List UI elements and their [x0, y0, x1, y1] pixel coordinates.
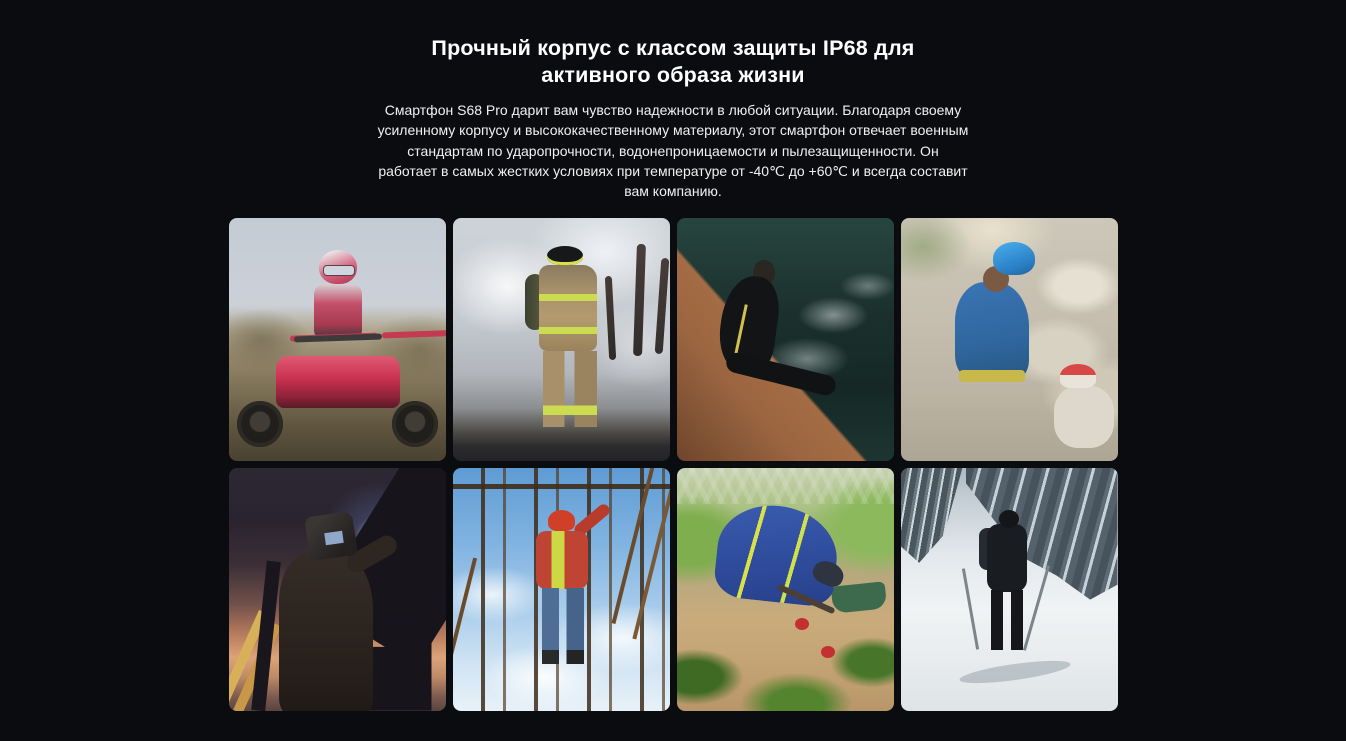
chain-link-fence: [677, 468, 894, 504]
burnt-pole: [604, 276, 615, 360]
coverall-back: [712, 500, 841, 608]
worker-jeans: [542, 588, 584, 652]
second-climber: [1054, 386, 1114, 448]
trekking-pole: [1022, 565, 1049, 650]
firefighter-helmet: [547, 246, 583, 265]
quad-handlebar: [293, 333, 381, 342]
photo-welder: [229, 468, 446, 711]
glacier-cliff-left: [901, 468, 963, 580]
wheelbarrow: [830, 581, 887, 613]
section-heading: Прочный корпус с классом защиты IP68 для активного образа жизни: [431, 36, 915, 88]
red-gloves: [795, 618, 809, 630]
worker-boots: [542, 650, 584, 664]
photo-climber: [901, 218, 1118, 461]
hiker-shadow: [958, 656, 1071, 687]
photo-quad-rider: [229, 218, 446, 461]
burnt-pole: [633, 244, 646, 356]
photo-mountaineer: [901, 468, 1118, 711]
climber-cap: [1060, 364, 1096, 388]
photo-farmer: [677, 468, 894, 711]
climber-harness: [959, 370, 1025, 382]
swimmer-legs: [724, 350, 838, 397]
hiker-legs: [991, 590, 1023, 650]
hiker-head: [999, 510, 1019, 528]
trekking-pole: [961, 568, 978, 649]
quad-wheel-right: [392, 401, 438, 447]
photo-firefighter: [453, 218, 670, 461]
section-description: Смартфон S68 Pro дарит вам чувство надежности в любой ситуации. Благодаря своему усиленному корпусу и высококачественному материалу, этот смартфон отвечает военным стандартам по ударопрочности, водонепроницаемости и пылезащищенности. Он работает в самых жестких условиях при температуре от -40℃ до +60℃ и всегда составит вам компанию.: [377, 102, 969, 200]
climber-shirt: [955, 282, 1029, 380]
hiker-body: [987, 524, 1027, 592]
firefighter-jacket: [539, 265, 597, 351]
firefighter-legs: [543, 351, 597, 427]
worker-vest: [536, 531, 588, 589]
climber-helmet: [993, 242, 1035, 275]
quad-body: [276, 356, 400, 408]
quad-wheel-left: [237, 401, 283, 447]
rider-torso: [314, 284, 362, 340]
photo-construction-worker: [453, 468, 670, 711]
photo-swimmer: [677, 218, 894, 461]
hard-hat: [548, 510, 575, 531]
welder-body: [279, 554, 373, 711]
mask-visor: [324, 530, 343, 544]
burnt-pole: [654, 257, 669, 353]
lifestyle-photo-grid: [229, 218, 1118, 711]
rider-goggles: [323, 265, 355, 276]
